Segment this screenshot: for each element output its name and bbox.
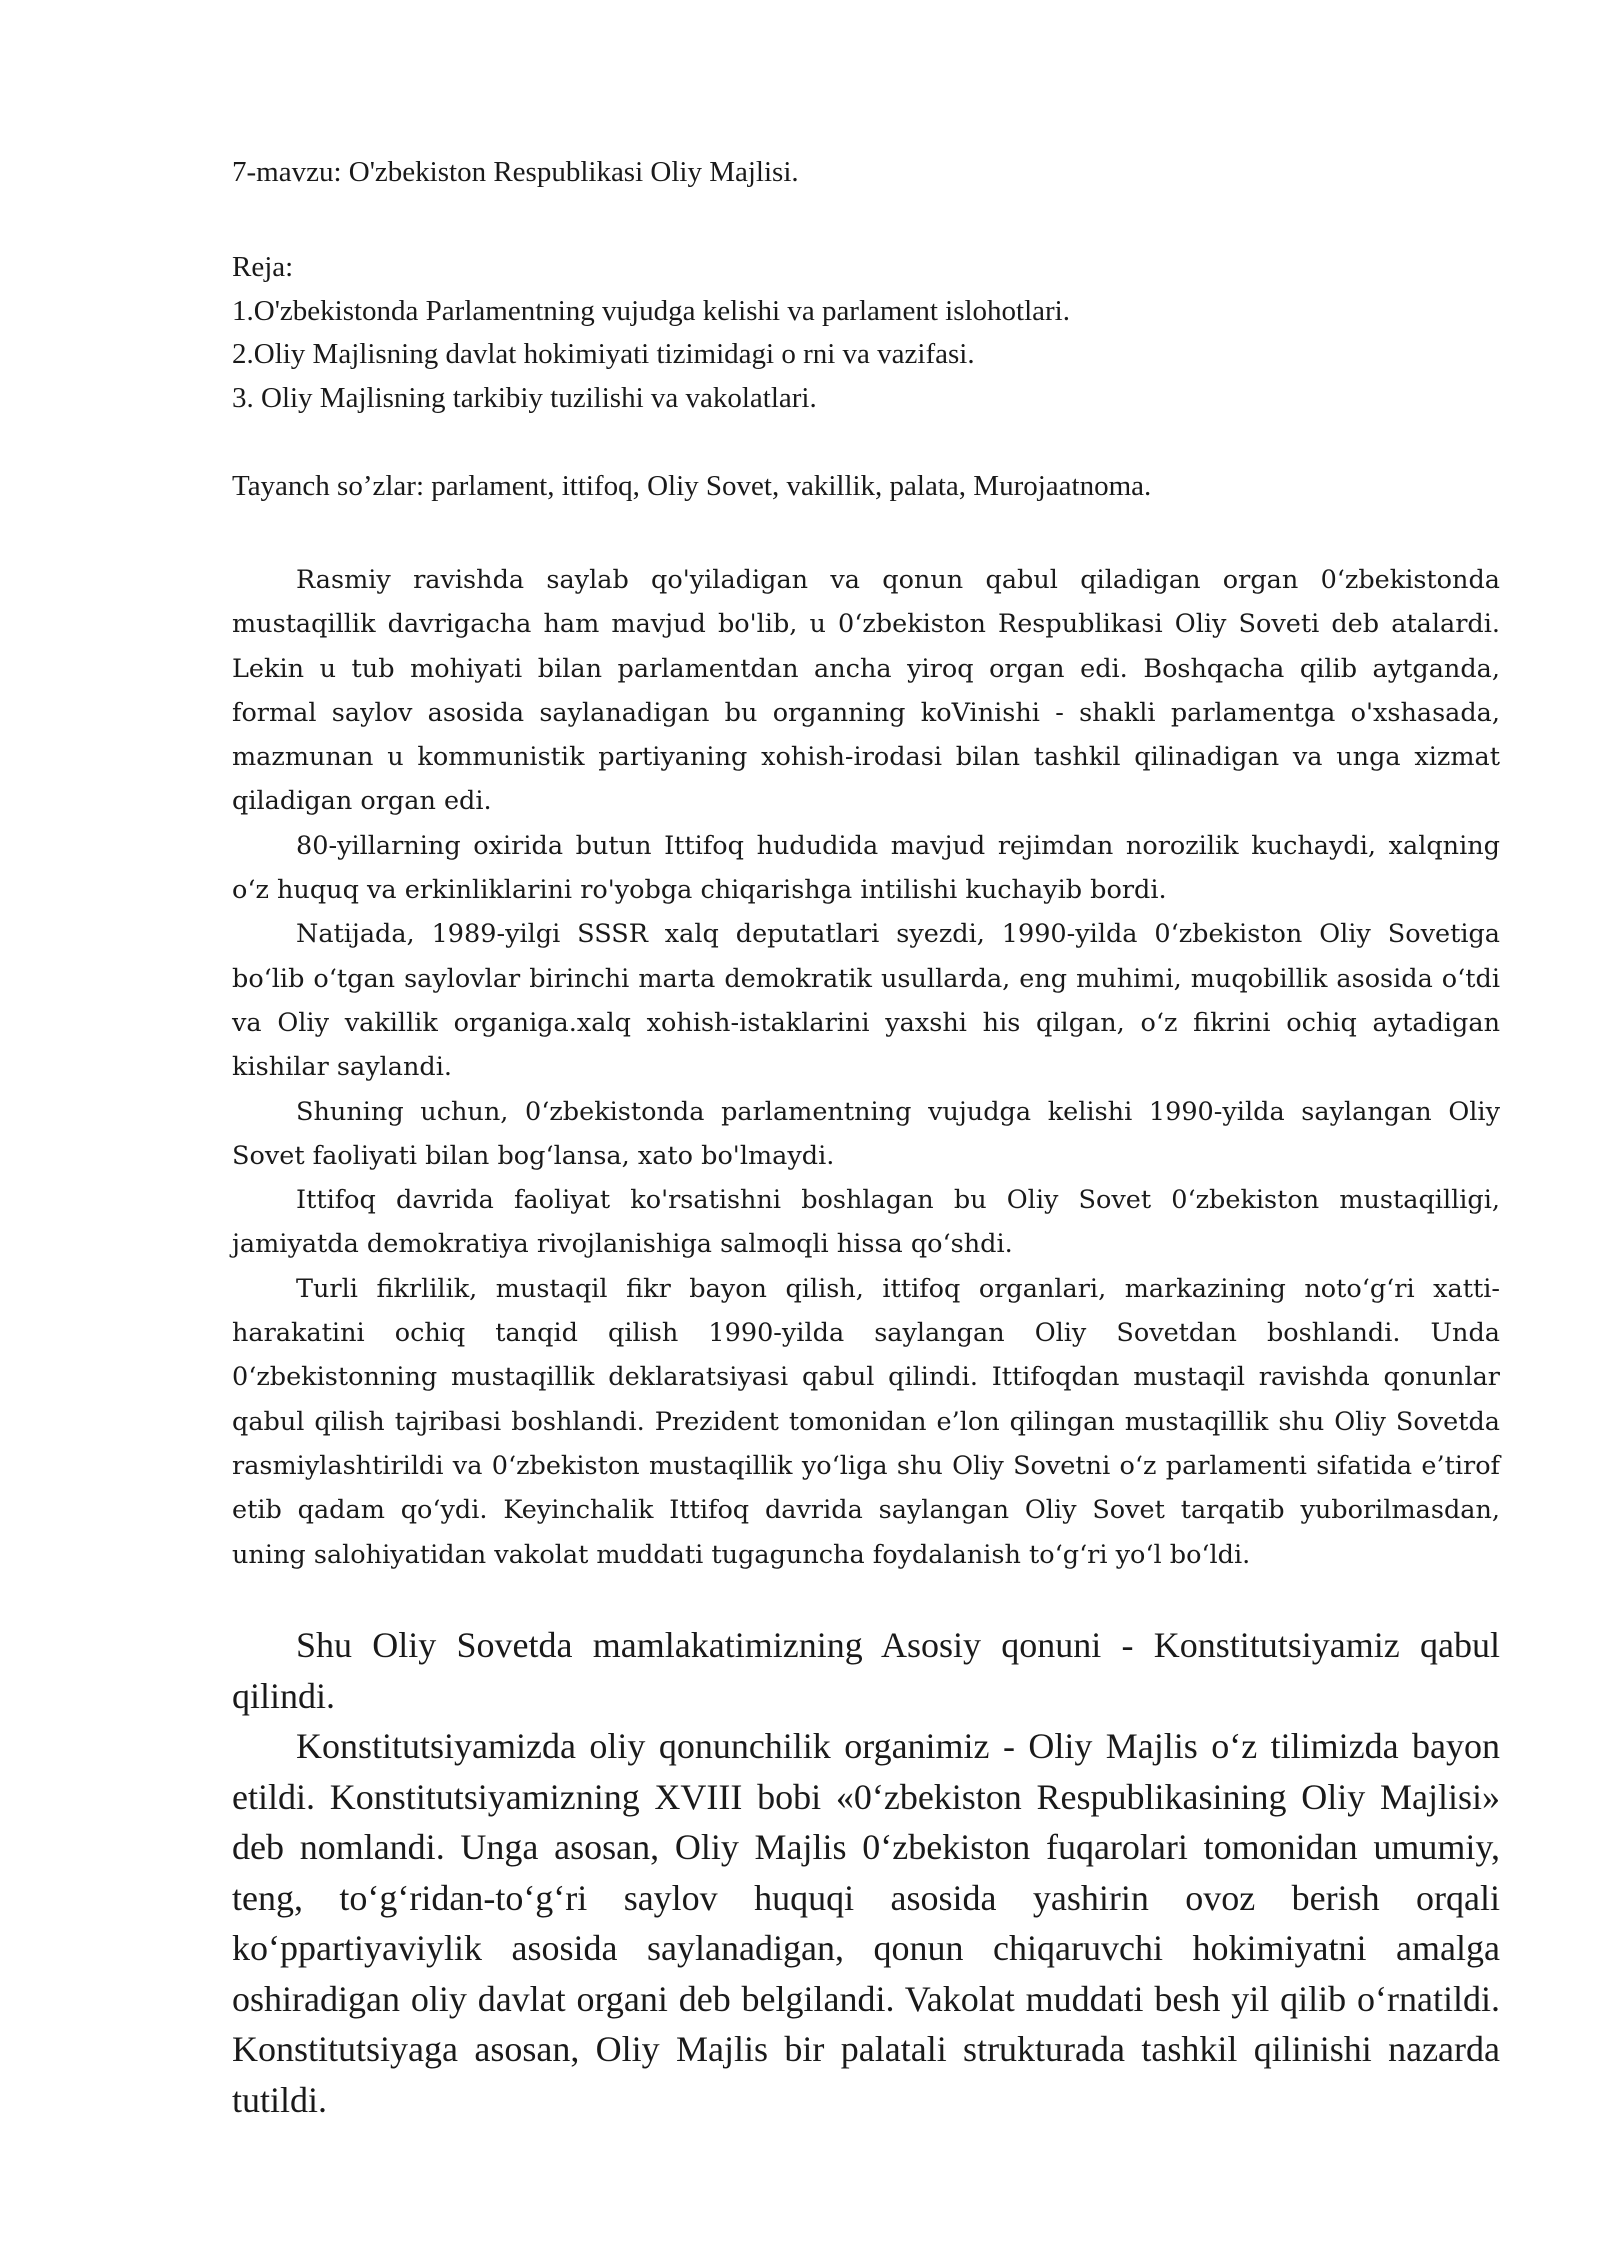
plan-item: 1.O'zbekistonda Parlamentning vujudga kelishi va parlament islohotlari. [232, 294, 1070, 327]
paragraph: Konstitutsiyamizda oliy qonunchilik organimiz - Oliy Majlis o‘z tilimizda bayon etildi. Konstitutsiyamizning XVIII bobi «0‘zbekiston Respublikasining Oliy Majlisi» deb nomlandi. Unga asosan, Oliy Majlis 0‘zbekiston fuqarolari tomonidan umumiy, teng, to‘g‘ridan-to‘g‘ri saylov huquqi asosida yashirin ovoz berish orqali ko‘ppartiyaviylik asosida saylanadigan, qonun chiqaruvchi hokimiyatni amalga oshiradigan oliy davlat organi deb belgilandi. Vakolat muddati besh yil qilib o‘rnatildi. Konstitutsiyaga asosan, Oliy Majlis bir palatali strukturada tashkil qilinishi nazarda tutildi. [232, 1726, 1500, 2120]
paragraph: Shu Oliy Sovetda mamlakatimizning Asosiy qonuni - Konstitutsiyamiz qabul qilindi. [232, 1625, 1500, 1716]
paragraph: Turli fikrlilik, mustaqil fikr bayon qilish, ittifoq organlari, markazining noto‘g‘ri xatti-harakatini ochiq tanqid qilish 1990-yilda saylangan Oliy Sovetdan boshlandi. Unda 0‘zbekistonning mustaqillik deklaratsiyasi qabul qilindi. Ittifoqdan mustaqil ravishda qonunlar qabul qilish tajribasi boshlandi. Prezident tomonidan e’lon qilingan mustaqillik shu Oliy Sovetda rasmiylashtirildi va 0‘zbekiston mustaqillik yo‘liga shu Oliy Sovetni o‘z parlamenti sifatida e’tirof etib qadam qo‘ydi. Keyinchalik Ittifoq davrida saylangan Oliy Sovet tarqatib yuborilmasdan, uning salohiyatidan vakolat muddati tugaguncha foydalanish to‘g‘ri yo‘l bo‘ldi. [232, 1273, 1500, 1570]
body-text-small [232, 558, 1500, 1577]
topic-title: 7-mavzu: O'zbekiston Respublikasi Oliy Majlisi. [232, 156, 799, 188]
keywords-line: Tayanch so’zlar: parlament, ittifoq, Oliy Sovet, vakillik, palata, Murojaatnoma. [232, 470, 1152, 502]
body-text-large [232, 1620, 1500, 2125]
paragraph: 80-yillarning oxirida butun Ittifoq hududida mavjud rejimdan norozilik kuchaydi, xalqning o‘z huquq va erkinliklarini ro'yobga chiqarishga intilishi kuchayib bordi. [232, 830, 1500, 906]
paragraph: Rasmiy ravishda saylab qo'yiladigan va qonun qabul qiladigan organ 0‘zbekistonda mustaqillik davrigacha ham mavjud bo'lib, u 0‘zbekiston Respublikasi Oliy Soveti deb atalardi. Lekin u tub mohiyati bilan parlamentdan ancha yiroq organ edi. Boshqacha qilib aytganda, formal saylov asosida saylanadigan bu organning koVinishi - shakli parlamentga o'xshasada, mazmunan u kommunistik partiyaning xohish-irodasi bilan tashkil qilinadigan va unga xizmat qiladigan organ edi. [232, 565, 1500, 817]
plan-heading: Reja: [232, 251, 294, 283]
plan-item: 2.Oliy Majlisning davlat hokimiyati tizimidagi o rni va vazifasi. [232, 338, 975, 370]
paragraph: Ittifoq davrida faoliyat ko'rsatishni boshlagan bu Oliy Sovet 0‘zbekiston mustaqilligi, jamiyatda demokratiya rivojlanishiga salmoqli hissa qo‘shdi. [232, 1185, 1500, 1260]
paragraph: Shuning uchun, 0‘zbekistonda parlamentning vujudga kelishi 1990-yilda saylangan Oliy Sovet faoliyati bilan bog‘lansa, xato bo'lmaydi. [232, 1096, 1500, 1171]
plan-section [232, 246, 1070, 420]
paragraph: Natijada, 1989-yilgi SSSR xalq deputatlari syezdi, 1990-yilda 0‘zbekiston Oliy Sovetiga bo‘lib o‘tgan saylovlar birinchi marta demokratik usullarda, eng muhimi, muqobillik asosida o‘tdi va Oliy vakillik organiga.xalq xohish-istaklarini yaxshi his qilgan, o‘z fikrini ochiq aytadigan kishilar saylandi. [232, 919, 1500, 1083]
plan-item: 3. Oliy Majlisning tarkibiy tuzilishi va vakolatlari. [232, 381, 817, 414]
